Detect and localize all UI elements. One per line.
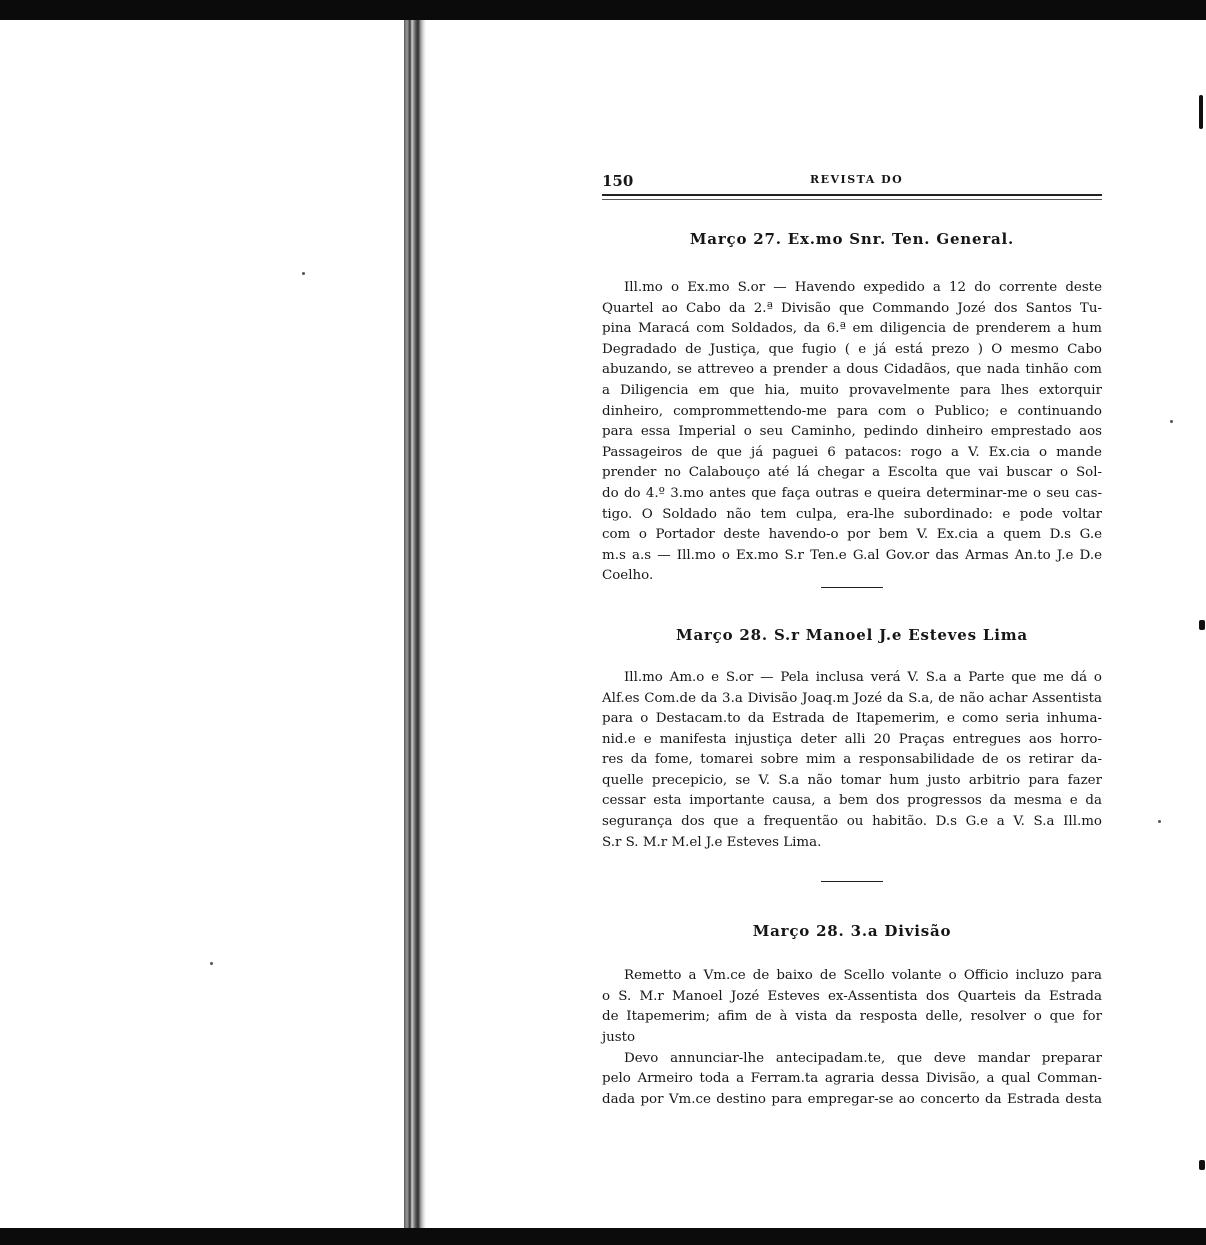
text-line: Alf.es Com.de da 3.a Divisão Joaq.m Jozé da S.a, de não achar Assentista [602,690,1102,706]
text-line: quelle precepicio, se V. S.a não tomar hum justo arbitrio para fazer [602,772,1102,788]
text-line: Coelho. [602,568,654,584]
text-line: Degradado de Justiça, que fugio ( e já está prezo ) O mesmo Cabo [602,341,1102,357]
text-line: dinheiro, comprommettendo-me para com o Publico; e continuando [602,403,1102,419]
book-gutter [404,20,426,1228]
text-line: res da fome, tomarei sobre mim a responsabilidade de os retirar da- [602,752,1102,768]
entry-heading: Março 28. S.r Manoel J.e Esteves Lima [676,625,1028,644]
entry-body [602,668,1102,853]
text-line: Ill.mo o Ex.mo S.or — Havendo expedido a 12 do corrente deste [624,280,1102,295]
entry-body [602,966,1102,1110]
text-line: nid.e e manifesta injustiça deter alli 20 Praças entregues aos horro- [602,731,1102,747]
entry-heading: Março 28. 3.a Divisão [752,922,952,941]
scan-speck [1158,820,1161,823]
document-page [602,170,1102,1110]
edge-mark [1199,620,1205,630]
text-line: Passageiros de que já paguei 6 patacos: rogo a V. Ex.cia o mande [602,444,1102,460]
text-line: a Diligencia em que hia, muito provavelmente para lhes extorquir [602,382,1102,398]
page-number: 150 [602,172,634,190]
text-line: tigo. O Soldado não tem culpa, era-lhe subordinado: e pode voltar [602,506,1102,522]
blank-left-page [0,20,404,1228]
scan-speck [302,272,305,275]
text-line: abuzando, se attreveo a prender a dous Cidadãos, que nada tinhão com [602,362,1102,378]
edge-mark [1199,95,1203,129]
text-line: para o Destacam.to da Estrada de Itapemerim, e como seria inhuma- [602,711,1102,727]
scan-speck [210,962,213,965]
text-line: prender no Calabouço até lá chegar a Escolta que vai buscar o Sol- [602,465,1102,481]
text-line: o S. M.r Manoel Jozé Esteves ex-Assentista dos Quarteis da Estrada [602,988,1102,1004]
text-line: pelo Armeiro toda a Ferram.ta agraria dessa Divisão, a qual Comman- [602,1071,1102,1087]
scan-bottom-border [0,1228,1206,1245]
text-line: de Itapemerim; afim de à vista da resposta delle, resolver o que for [602,1009,1102,1025]
text-line: do do 4.º 3.mo antes que faça outras e queira determinar-me o seu cas- [602,485,1102,501]
text-line: dada por Vm.ce destino para empregar-se ao concerto da Estrada desta [602,1091,1102,1107]
text-line: Devo annunciar-lhe antecipadam.te, que deve mandar preparar [624,1050,1102,1066]
text-line: m.s a.s — Ill.mo o Ex.mo S.r Ten.e G.al Gov.or das Armas An.to J.e D.e [602,547,1102,563]
text-line: cessar esta importante causa, a bem dos progressos da mesma e da [602,793,1102,809]
section-rule [821,881,883,882]
scan-top-border [0,0,1206,20]
text-line: Quartel ao Cabo da 2.ª Divisão que Commando Jozé dos Santos Tu- [602,300,1102,316]
running-head [602,170,1102,192]
edge-mark [1199,1160,1205,1170]
header-rule [602,194,1102,200]
section-rule [821,587,883,588]
text-line: para essa Imperial o seu Caminho, pedindo dinheiro emprestado aos [602,424,1102,440]
text-line: pina Maracá com Soldados, da 6.ª em diligencia de prenderem a hum [602,321,1102,337]
running-title: REVISTA DO [810,173,904,186]
entry-body [602,278,1102,587]
text-line: Ill.mo Am.o e S.or — Pela inclusa verá V. S.a a Parte que me dá o [624,669,1102,685]
text-line: S.r S. M.r M.el J.e Esteves Lima. [602,834,822,850]
text-line: justo [602,1030,636,1046]
text-line: Remetto a Vm.ce de baixo de Scello volante o Officio incluzo para [624,968,1102,984]
text-line: segurança dos que a frequentão ou habitão. D.s G.e a V. S.a Ill.mo [602,814,1102,830]
scan-speck [1170,420,1173,423]
entry-heading: Março 27. Ex.mo Snr. Ten. General. [689,230,1015,248]
text-line: com o Portador deste havendo-o por bem V. Ex.cia a quem D.s G.e [602,527,1102,543]
